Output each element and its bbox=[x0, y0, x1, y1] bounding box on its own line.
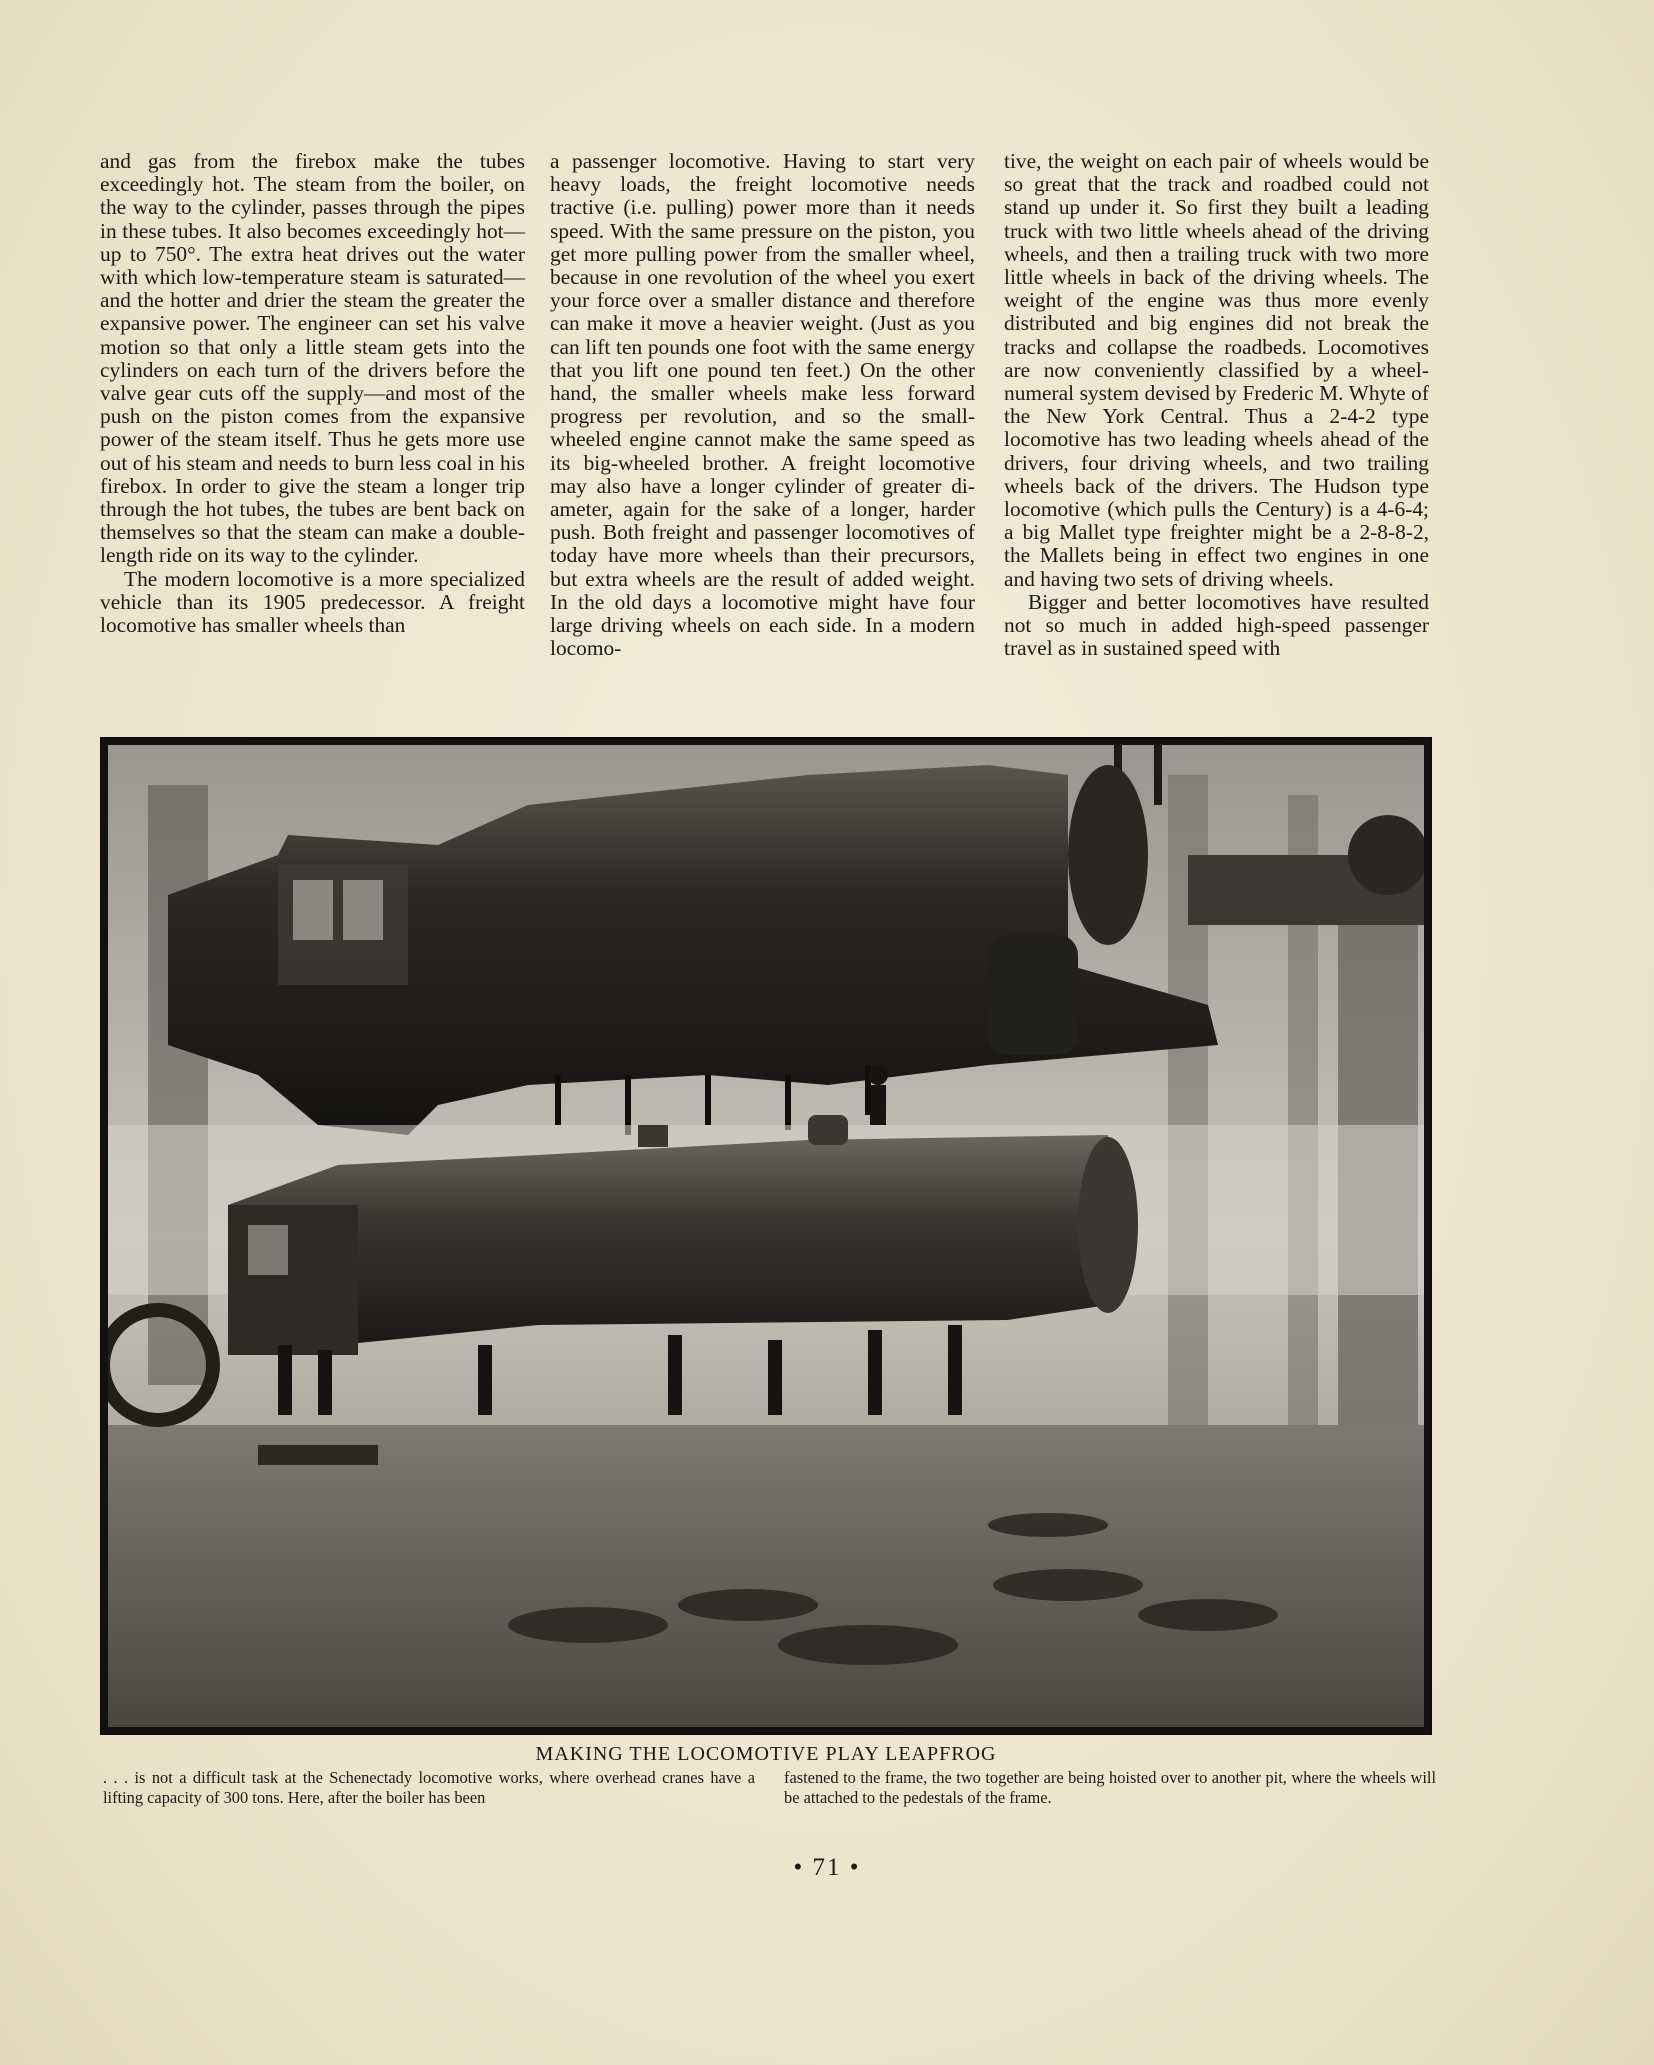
photo-caption-title: MAKING THE LOCOMOTIVE PLAY LEAPFROG bbox=[535, 1743, 997, 1765]
text-column-2 bbox=[550, 150, 975, 660]
text-column-3 bbox=[1004, 150, 1429, 660]
paragraph: tive, the weight on each pair of wheels would be so great that the track and roadbed could not stand up under it. So first they built a leading truck with two little wheels ahead of the driving wheels, and then a trailing truck with two more little wheels in back of the driving wheels. The weight of the engine was thus more evenly distributed and big engines did not break the tracks and collapse the roadbeds. Locomotives are now conveniently classified by a wheel-numeral system devised by Frederic M. Whyte of the New York Central. Thus a 2-4-2 type locomotive has two leading wheels ahead of the drivers, four driving wheels, and two trailing wheels back of the drivers. The Hudson type locomotive (which pulls the Century) is a 4-6-4; a big Mallet type freighter might be a 2-8-8-2, the Mallets being in effect two engines in one and having two sets of driving wheels. bbox=[1004, 149, 1429, 591]
paragraph: The modern locomotive is a more specialized vehicle than its 1905 predecessor. A freight locomotive has smaller wheels than bbox=[100, 566, 525, 638]
locomotive-photo-illustration bbox=[108, 745, 1424, 1727]
paragraph: a passenger locomotive. Having to start very heavy loads, the freight locomotive needs tractive (i.e. pulling) power more than it needs speed. With the same pressure on the piston, you get more pulling power from the smaller wheel, because in one revolution of the wheel you exert your force over a smaller distance and therefore can make it move a heavier weight. (Just as you can lift ten pounds one foot with the same energy that you lift one pound ten feet.) On the other hand, the smaller wheels make less forward progress per revolution, and so the small-wheeled engine cannot make the same speed as its big-wheeled brother. A freight locomotive may also have a longer cylinder of greater diameter, again for the sake of a longer, harder push. Both freight and passenger locomotives of today have more wheels than their precursors, but extra wheels are the result of added weight. In the old days a locomotive might have four large driving wheels on each side. In a modern locomo- bbox=[550, 149, 975, 661]
paragraph: and gas from the firebox make the tubes exceedingly hot. The steam from the boiler, on the way to the cylinder, passes through the pipes in these tubes. It also becomes exceedingly hot—up to 750°. The extra heat drives out the water with which low-temperature steam is saturated—and the hotter and drier the steam the greater the expansive power. The engineer can set his valve motion so that only a little steam gets into the cylinders on each turn of the drivers before the valve gear cuts off the supply—and most of the push on the piston comes from the expansive power of the steam itself. Thus he gets more use out of his steam and needs to burn less coal in his firebox. In order to give the steam a longer trip through the hot tubes, the tubes are bent back on themselves so that the steam can make a double-length ride on its way to the cylinder. bbox=[100, 149, 525, 568]
text-column-1 bbox=[100, 150, 525, 637]
page-number: • 71 • bbox=[793, 1854, 861, 1881]
photo-caption-right: fastened to the frame, the two together are being hoisted over to another pit, where the wheels will be attached to the pedestals of the frame. bbox=[784, 1768, 1436, 1807]
paragraph: Bigger and better locomotives have resulted not so much in added high-speed passenger travel as in sustained speed with bbox=[1004, 589, 1429, 661]
photo-caption-left: . . . is not a difficult task at the Schenectady locomotive works, where overhead cranes have a lifting capacity of 300 tons. Here, after the boiler has been bbox=[103, 1768, 755, 1807]
locomotive-photo bbox=[100, 737, 1432, 1735]
